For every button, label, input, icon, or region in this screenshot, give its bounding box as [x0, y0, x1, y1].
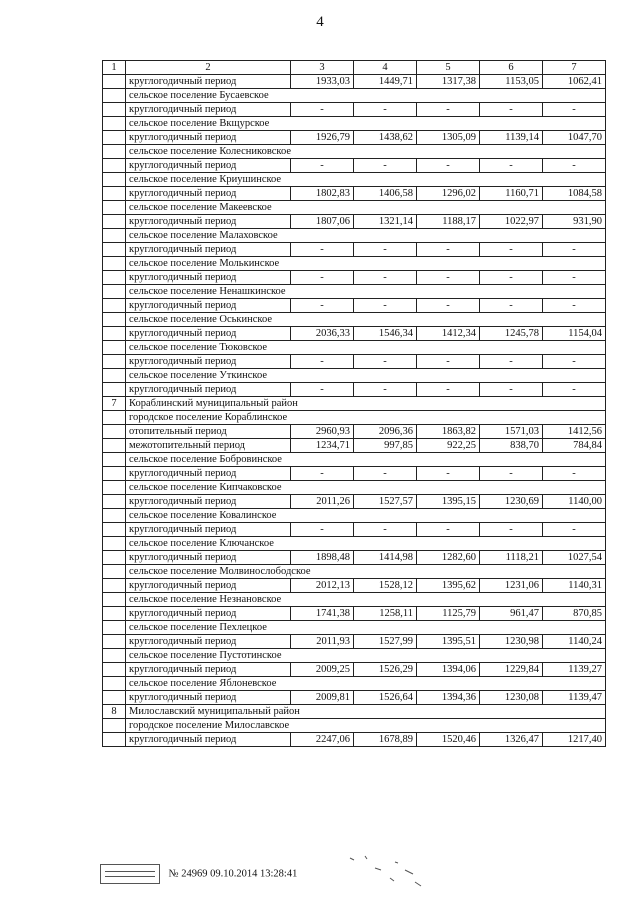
settlement-row [103, 677, 606, 691]
value-cell: - [354, 383, 417, 397]
value-cell: 1305,09 [417, 131, 480, 145]
value-cell: 1022,97 [480, 215, 543, 229]
value-cell: - [480, 271, 543, 285]
number-cell [103, 635, 126, 649]
value-cell: - [354, 523, 417, 537]
value-cell: 838,70 [480, 439, 543, 453]
period-label: круглогодичный период [126, 131, 291, 145]
value-cell: 1217,40 [543, 733, 606, 747]
value-cell: - [354, 159, 417, 173]
table-row [103, 733, 606, 747]
value-cell: - [417, 271, 480, 285]
number-cell [103, 649, 126, 663]
value-cell: - [291, 355, 354, 369]
settlement-row [103, 649, 606, 663]
value-cell: - [354, 467, 417, 481]
value-cell: - [543, 271, 606, 285]
value-cell: - [291, 103, 354, 117]
settlement-row [103, 285, 606, 299]
value-cell: 1526,29 [354, 663, 417, 677]
value-cell: 784,84 [543, 439, 606, 453]
value-cell: 2009,81 [291, 691, 354, 705]
district-name: Милославский муниципальный район [126, 705, 606, 719]
page-number: 4 [316, 14, 324, 30]
value-cell: 1438,62 [354, 131, 417, 145]
value-cell: - [480, 467, 543, 481]
value-cell: 1527,57 [354, 495, 417, 509]
period-label: круглогодичный период [126, 579, 291, 593]
settlement-row [103, 229, 606, 243]
table-row [103, 271, 606, 285]
value-cell: - [417, 355, 480, 369]
header-cell: 7 [543, 61, 606, 75]
value-cell: - [291, 159, 354, 173]
header-cell: 5 [417, 61, 480, 75]
table-row [103, 663, 606, 677]
settlement-row [103, 719, 606, 733]
value-cell: - [291, 299, 354, 313]
value-cell: 1933,03 [291, 75, 354, 89]
table-body [103, 61, 606, 747]
number-cell [103, 257, 126, 271]
value-cell: 1326,47 [480, 733, 543, 747]
period-label: круглогодичный период [126, 691, 291, 705]
value-cell: 1118,21 [480, 551, 543, 565]
number-cell [103, 117, 126, 131]
table-row [103, 551, 606, 565]
period-label: круглогодичный период [126, 271, 291, 285]
value-cell: 2096,36 [354, 425, 417, 439]
number-cell [103, 243, 126, 257]
table-row [103, 383, 606, 397]
value-cell: 1898,48 [291, 551, 354, 565]
value-cell: 2009,25 [291, 663, 354, 677]
number-cell [103, 565, 126, 579]
value-cell: 1230,98 [480, 635, 543, 649]
number-cell [103, 89, 126, 103]
settlement-name: сельское поселение Кипчаковское [126, 481, 606, 495]
table-row [103, 159, 606, 173]
value-cell: 2012,13 [291, 579, 354, 593]
district-number: 8 [103, 705, 126, 719]
value-cell: 1062,41 [543, 75, 606, 89]
table-row [103, 467, 606, 481]
number-cell [103, 579, 126, 593]
period-label: круглогодичный период [126, 243, 291, 257]
period-label: круглогодичный период [126, 495, 291, 509]
value-cell: - [354, 299, 417, 313]
table-row [103, 523, 606, 537]
settlement-row [103, 173, 606, 187]
settlement-name: сельское поселение Ненашкинское [126, 285, 606, 299]
value-cell: 1139,27 [543, 663, 606, 677]
number-cell [103, 327, 126, 341]
value-cell: - [543, 243, 606, 257]
number-cell [103, 453, 126, 467]
number-cell [103, 677, 126, 691]
value-cell: 1802,83 [291, 187, 354, 201]
value-cell: 1449,71 [354, 75, 417, 89]
settlement-row [103, 509, 606, 523]
table-row [103, 495, 606, 509]
period-label: круглогодичный период [126, 355, 291, 369]
number-cell [103, 425, 126, 439]
value-cell: - [480, 159, 543, 173]
settlement-name: сельское поселение Незнановское [126, 593, 606, 607]
period-label: круглогодичный период [126, 383, 291, 397]
number-cell [103, 509, 126, 523]
value-cell: 1527,99 [354, 635, 417, 649]
settlement-name: сельское поселение Ковалинское [126, 509, 606, 523]
settlement-name: сельское поселение Оськинское [126, 313, 606, 327]
number-cell [103, 691, 126, 705]
value-cell: 1140,00 [543, 495, 606, 509]
value-cell: 2036,33 [291, 327, 354, 341]
value-cell: 1027,54 [543, 551, 606, 565]
header-cell: 2 [126, 61, 291, 75]
period-label: круглогодичный период [126, 733, 291, 747]
value-cell: - [543, 355, 606, 369]
number-cell [103, 537, 126, 551]
settlement-row [103, 257, 606, 271]
table-row [103, 187, 606, 201]
settlement-row [103, 313, 606, 327]
number-cell [103, 201, 126, 215]
value-cell: 1140,31 [543, 579, 606, 593]
value-cell: 1395,15 [417, 495, 480, 509]
settlement-name: городское поселение Кораблинское [126, 411, 606, 425]
number-cell [103, 383, 126, 397]
table-row [103, 327, 606, 341]
period-label: круглогодичный период [126, 103, 291, 117]
value-cell: - [291, 271, 354, 285]
value-cell: 922,25 [417, 439, 480, 453]
settlement-name: сельское поселение Вкщурское [126, 117, 606, 131]
value-cell: - [543, 299, 606, 313]
settlement-row [103, 621, 606, 635]
value-cell: - [480, 383, 543, 397]
number-cell [103, 271, 126, 285]
settlement-row [103, 89, 606, 103]
value-cell: 1125,79 [417, 607, 480, 621]
value-cell: 1395,62 [417, 579, 480, 593]
value-cell: - [354, 103, 417, 117]
value-cell: - [480, 103, 543, 117]
settlement-row [103, 369, 606, 383]
value-cell: 1139,47 [543, 691, 606, 705]
settlement-row [103, 453, 606, 467]
settlement-name: сельское поселение Уткинское [126, 369, 606, 383]
value-cell: - [291, 243, 354, 257]
settlement-name: сельское поселение Макеевское [126, 201, 606, 215]
value-cell: 1230,08 [480, 691, 543, 705]
number-cell [103, 285, 126, 299]
value-cell: 1526,64 [354, 691, 417, 705]
period-label: круглогодичный период [126, 523, 291, 537]
settlement-name: сельское поселение Яблоневское [126, 677, 606, 691]
value-cell: - [291, 467, 354, 481]
settlement-row [103, 565, 606, 579]
district-row [103, 705, 606, 719]
period-label: межотопительный период [126, 439, 291, 453]
number-cell [103, 341, 126, 355]
document-system-logo-icon [100, 864, 160, 884]
table-row [103, 131, 606, 145]
settlement-name: сельское поселение Колесниковское [126, 145, 606, 159]
number-cell [103, 733, 126, 747]
value-cell: 1317,38 [417, 75, 480, 89]
table-row [103, 299, 606, 313]
district-number: 7 [103, 397, 126, 411]
value-cell: 1154,04 [543, 327, 606, 341]
table-row [103, 355, 606, 369]
value-cell: - [354, 271, 417, 285]
value-cell: - [354, 243, 417, 257]
value-cell: 1230,69 [480, 495, 543, 509]
value-cell: 1188,17 [417, 215, 480, 229]
number-cell [103, 215, 126, 229]
number-cell [103, 187, 126, 201]
period-label: круглогодичный период [126, 215, 291, 229]
value-cell: 1153,05 [480, 75, 543, 89]
number-cell [103, 173, 126, 187]
value-cell: 1414,98 [354, 551, 417, 565]
number-cell [103, 481, 126, 495]
number-cell [103, 593, 126, 607]
header-cell: 6 [480, 61, 543, 75]
header-cell: 3 [291, 61, 354, 75]
value-cell: - [480, 355, 543, 369]
value-cell: 961,47 [480, 607, 543, 621]
number-cell [103, 495, 126, 509]
value-cell: 1321,14 [354, 215, 417, 229]
value-cell: 1412,56 [543, 425, 606, 439]
value-cell: 1528,12 [354, 579, 417, 593]
period-label: круглогодичный период [126, 187, 291, 201]
value-cell: 1546,34 [354, 327, 417, 341]
value-cell: - [417, 523, 480, 537]
number-cell [103, 145, 126, 159]
settlement-row [103, 117, 606, 131]
value-cell: 2011,26 [291, 495, 354, 509]
number-cell [103, 621, 126, 635]
settlement-name: сельское поселение Молькинское [126, 257, 606, 271]
number-cell [103, 467, 126, 481]
number-cell [103, 551, 126, 565]
period-label: круглогодичный период [126, 159, 291, 173]
value-cell: - [417, 103, 480, 117]
settlement-name: сельское поселение Ключанское [126, 537, 606, 551]
settlement-name: сельское поселение Бусаевское [126, 89, 606, 103]
value-cell: 1258,11 [354, 607, 417, 621]
settlement-row [103, 341, 606, 355]
header-cell: 4 [354, 61, 417, 75]
number-cell [103, 131, 126, 145]
tariff-table [102, 60, 606, 747]
value-cell: 997,85 [354, 439, 417, 453]
period-label: круглогодичный период [126, 663, 291, 677]
value-cell: 1047,70 [543, 131, 606, 145]
value-cell: 1678,89 [354, 733, 417, 747]
value-cell: - [354, 355, 417, 369]
value-cell: 1807,06 [291, 215, 354, 229]
settlement-row [103, 593, 606, 607]
value-cell: - [480, 523, 543, 537]
number-cell [103, 663, 126, 677]
value-cell: 1140,24 [543, 635, 606, 649]
value-cell: - [417, 299, 480, 313]
table-row [103, 635, 606, 649]
value-cell: 1926,79 [291, 131, 354, 145]
table-row [103, 691, 606, 705]
value-cell: - [417, 467, 480, 481]
settlement-row [103, 145, 606, 159]
value-cell: - [291, 523, 354, 537]
table-header-row [103, 61, 606, 75]
number-cell [103, 229, 126, 243]
period-label: круглогодичный период [126, 75, 291, 89]
number-cell [103, 411, 126, 425]
value-cell: 1412,34 [417, 327, 480, 341]
period-label: круглогодичный период [126, 551, 291, 565]
value-cell: 1571,03 [480, 425, 543, 439]
settlement-name: сельское поселение Пустотинское [126, 649, 606, 663]
table-row [103, 215, 606, 229]
value-cell: 2011,93 [291, 635, 354, 649]
value-cell: - [543, 103, 606, 117]
settlement-name: сельское поселение Пехлецкое [126, 621, 606, 635]
value-cell: - [417, 243, 480, 257]
settlement-row [103, 201, 606, 215]
number-cell [103, 75, 126, 89]
settlement-name: сельское поселение Криушинское [126, 173, 606, 187]
number-cell [103, 355, 126, 369]
value-cell: 931,90 [543, 215, 606, 229]
settlement-row [103, 537, 606, 551]
number-cell [103, 159, 126, 173]
settlement-name: сельское поселение Малаховское [126, 229, 606, 243]
settlement-name: сельское поселение Тюковское [126, 341, 606, 355]
value-cell: - [480, 243, 543, 257]
number-cell [103, 719, 126, 733]
value-cell: 1231,06 [480, 579, 543, 593]
table-row [103, 243, 606, 257]
value-cell: 1395,51 [417, 635, 480, 649]
value-cell: - [417, 159, 480, 173]
value-cell: 1139,14 [480, 131, 543, 145]
value-cell: 1394,06 [417, 663, 480, 677]
number-cell [103, 523, 126, 537]
number-cell [103, 103, 126, 117]
period-label: круглогодичный период [126, 299, 291, 313]
number-cell [103, 439, 126, 453]
value-cell: 1394,36 [417, 691, 480, 705]
value-cell: - [543, 383, 606, 397]
value-cell: 1296,02 [417, 187, 480, 201]
value-cell: 1229,84 [480, 663, 543, 677]
table-row [103, 607, 606, 621]
period-label: круглогодичный период [126, 327, 291, 341]
district-name: Кораблинский муниципальный район [126, 397, 606, 411]
table-row [103, 439, 606, 453]
number-cell [103, 607, 126, 621]
value-cell: 2960,93 [291, 425, 354, 439]
number-cell [103, 313, 126, 327]
value-cell: 1520,46 [417, 733, 480, 747]
value-cell: - [543, 523, 606, 537]
district-row [103, 397, 606, 411]
value-cell: - [480, 299, 543, 313]
number-cell [103, 369, 126, 383]
document-footer [100, 864, 297, 884]
value-cell: 1406,58 [354, 187, 417, 201]
value-cell: 1234,71 [291, 439, 354, 453]
value-cell: 1741,38 [291, 607, 354, 621]
value-cell: 2247,06 [291, 733, 354, 747]
value-cell: 1084,58 [543, 187, 606, 201]
value-cell: - [291, 383, 354, 397]
settlement-row [103, 481, 606, 495]
table-row [103, 579, 606, 593]
table-row [103, 75, 606, 89]
settlement-name: сельское поселение Бобровинское [126, 453, 606, 467]
value-cell: 1160,71 [480, 187, 543, 201]
period-label: отопительный период [126, 425, 291, 439]
table-row [103, 425, 606, 439]
period-label: круглогодичный период [126, 635, 291, 649]
settlement-name: городское поселение Милославское [126, 719, 606, 733]
header-cell: 1 [103, 61, 126, 75]
table-row [103, 103, 606, 117]
settlement-row [103, 411, 606, 425]
value-cell: - [543, 467, 606, 481]
period-label: круглогодичный период [126, 467, 291, 481]
value-cell: 1863,82 [417, 425, 480, 439]
period-label: круглогодичный период [126, 607, 291, 621]
value-cell: 870,85 [543, 607, 606, 621]
value-cell: - [417, 383, 480, 397]
value-cell: 1245,78 [480, 327, 543, 341]
registration-stamp: № 24969 09.10.2014 13:28:41 [168, 868, 298, 880]
number-cell [103, 299, 126, 313]
value-cell: 1282,60 [417, 551, 480, 565]
handwritten-mark [345, 850, 435, 890]
settlement-name: сельское поселение Молвинослободское [126, 565, 606, 579]
value-cell: - [543, 159, 606, 173]
